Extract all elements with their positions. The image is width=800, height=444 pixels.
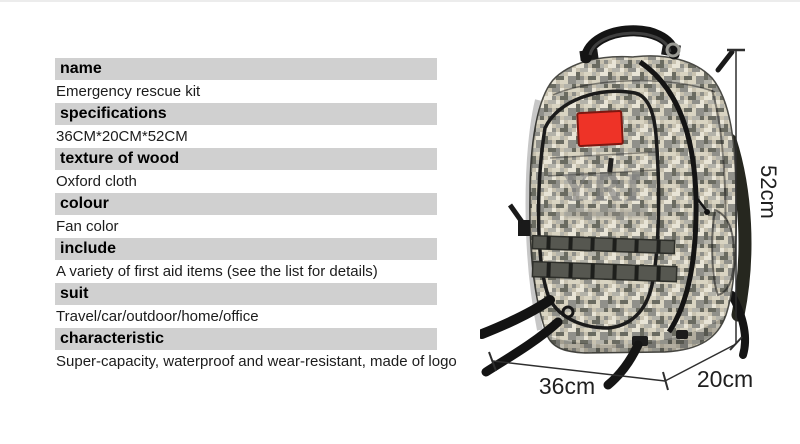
dimension-label-height: 52cm bbox=[756, 165, 781, 219]
red-patch bbox=[577, 111, 623, 146]
spec-value-characteristic: Super-capacity, waterproof and wear-resistant, made of logo bbox=[56, 353, 457, 370]
spec-table bbox=[55, 58, 457, 373]
spec-header-characteristic: characteristic bbox=[55, 328, 437, 350]
spec-header-texture: texture of wood bbox=[55, 148, 437, 170]
spec-value-include: A variety of first aid items (see the list for details) bbox=[56, 263, 378, 280]
spec-header-colour: colour bbox=[55, 193, 437, 215]
spec-header-suit: suit bbox=[55, 283, 437, 305]
spec-value-texture: Oxford cloth bbox=[56, 173, 137, 190]
dimension-label-depth: 20cm bbox=[696, 366, 754, 392]
spec-header-name: name bbox=[55, 58, 437, 80]
spec-value-specifications: 36CM*20CM*52CM bbox=[56, 128, 188, 145]
dimension-label-width: 36cm bbox=[538, 373, 596, 399]
brand-watermark: YRI bbox=[563, 168, 645, 210]
spec-value-suit: Travel/car/outdoor/home/office bbox=[56, 308, 259, 325]
spec-header-specifications: specifications bbox=[55, 103, 437, 125]
spec-value-colour: Fan color bbox=[56, 218, 119, 235]
spec-value-name: Emergency rescue kit bbox=[56, 83, 201, 100]
spec-header-include: include bbox=[55, 238, 437, 260]
watermark-url-blur bbox=[565, 209, 647, 218]
